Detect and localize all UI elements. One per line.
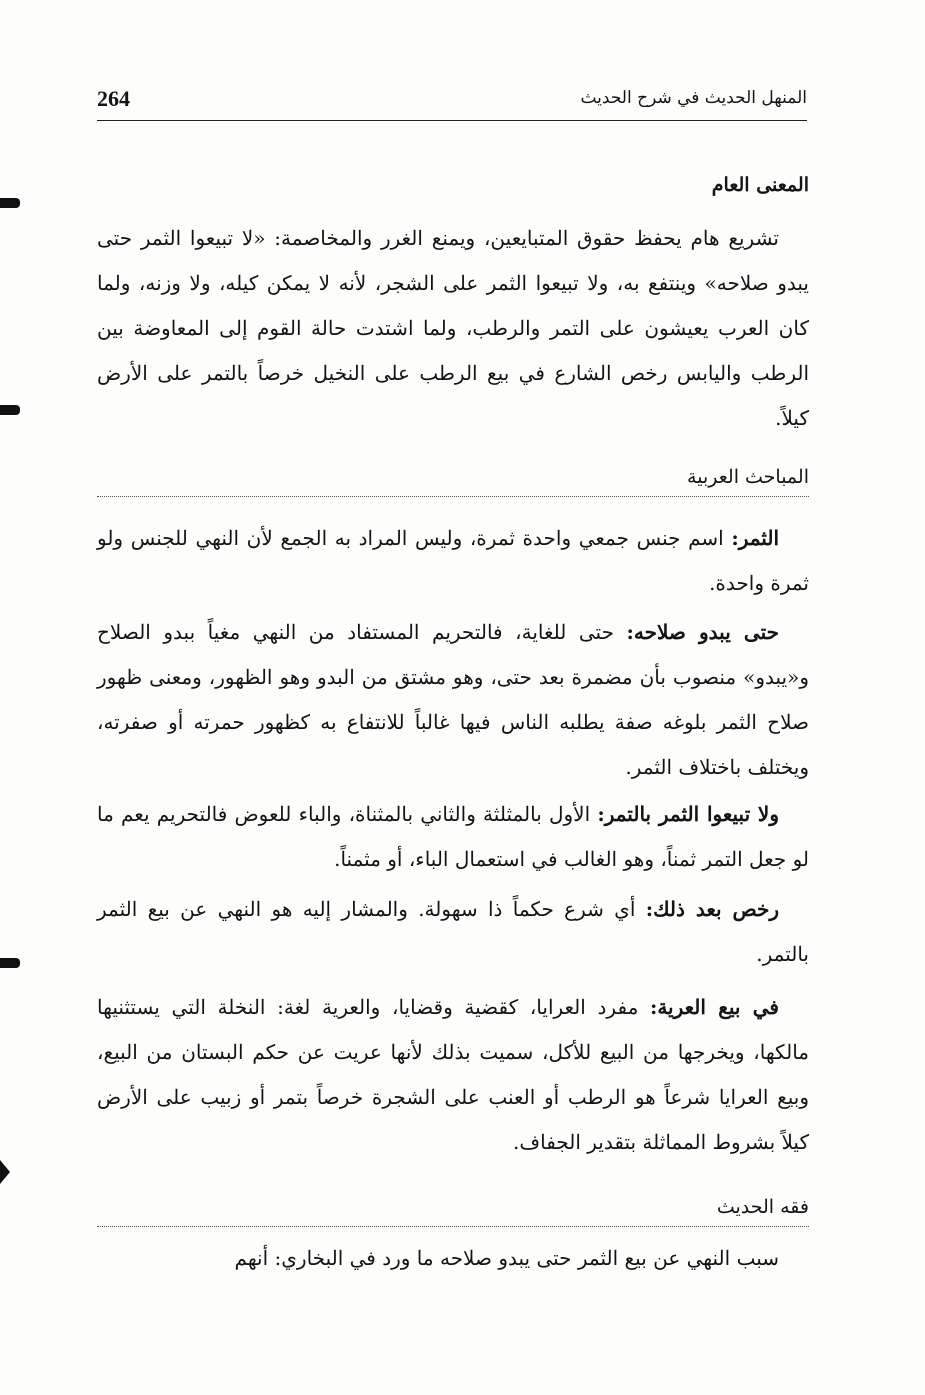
hadith-fiqh-heading xyxy=(97,1192,809,1227)
definition-entry xyxy=(97,792,809,882)
general-meaning-paragraph: تشريع هام يحفظ حقوق المتبايعين، ويمنع الغرر والمخاصمة: «لا تبيعوا الثمر حتى يبدو صلاحه» وينتفع به، ولا تبيعوا الثمر على الشجر، لأنه لا يمكن كيله، ولا وزنه، ولما كان العرب يعيشون على التمر والرطب، ولما اشتدت حالة القوم إلى المعاوضة بين الرطب واليابس رخص الشارع في بيع الرطب على النخيل خرصاً بالتمر على الأرض كيلاً. xyxy=(97,226,809,430)
definition-entry xyxy=(97,887,809,977)
page-header xyxy=(97,86,807,121)
definition-entry xyxy=(97,610,809,790)
margin-mark xyxy=(0,1160,10,1184)
page-number: 264 xyxy=(97,86,130,111)
arabic-topics-title: المباحث العربية xyxy=(97,462,809,497)
definition-entry xyxy=(97,985,809,1165)
definition-term: حتى يبدو صلاحه: xyxy=(626,620,779,644)
definition-term: رخص بعد ذلك: xyxy=(645,897,779,921)
arabic-topics-heading xyxy=(97,462,809,497)
hadith-fiqh-title: فقه الحديث xyxy=(97,1192,809,1227)
general-meaning-title: المعنى العام xyxy=(711,174,809,196)
margin-mark xyxy=(0,405,20,415)
definition-text: الأول بالمثلثة والثاني بالمثناة، والباء للعوض فالتحريم يعم ما لو جعل التمر ثمناً، وهو الغالب في استعمال الباء، أو مثمناً. xyxy=(97,802,809,871)
hadith-fiqh-paragraph: سبب النهي عن بيع الثمر حتى يبدو صلاحه ما ورد في البخاري: أنهم xyxy=(234,1246,779,1270)
margin-mark xyxy=(0,198,20,208)
definition-text: مفرد العرايا، كقضية وقضايا، والعرية لغة: النخلة التي يستثنيها مالكها، ويخرجها من البيع للأكل، سميت بذلك لأنها عريت عن حكم البستان من البيع، وبيع العرايا شرعاً هو الرطب أو العنب على الشجرة خرصاً بتمر أو زبيب على الأرض كيلاً بشروط المماثلة بتقدير الجفاف. xyxy=(97,995,809,1154)
definition-term: ولا تبيعوا الثمر بالتمر: xyxy=(597,802,779,826)
running-title: المنهل الحديث في شرح الحديث xyxy=(580,88,807,108)
definition-text: حتى للغاية، فالتحريم المستفاد من النهي مغياً ببدو الصلاح و«يبدو» منصوب بأن مضمرة بعد حتى، وهو مشتق من البدو وهو الظهور، ومعنى ظهور صلاح الثمر بلوغه صفة يطلبه الناس فيها غالباً للانتفاع به كظهور حمرته أو صفرته، ويختلف باختلاف الثمر. xyxy=(97,620,809,779)
definition-entry xyxy=(97,516,809,606)
definition-text: أي شرع حكماً ذا سهولة. والمشار إليه هو النهي عن بيع الثمر بالتمر. xyxy=(97,897,809,966)
definition-text: اسم جنس جمعي واحدة ثمرة، وليس المراد به الجمع لأن النهي للجنس ولو ثمرة واحدة. xyxy=(97,526,809,595)
margin-mark xyxy=(0,958,20,968)
definition-term: في بيع العرية: xyxy=(649,995,779,1019)
definition-term: الثمر: xyxy=(731,526,779,550)
